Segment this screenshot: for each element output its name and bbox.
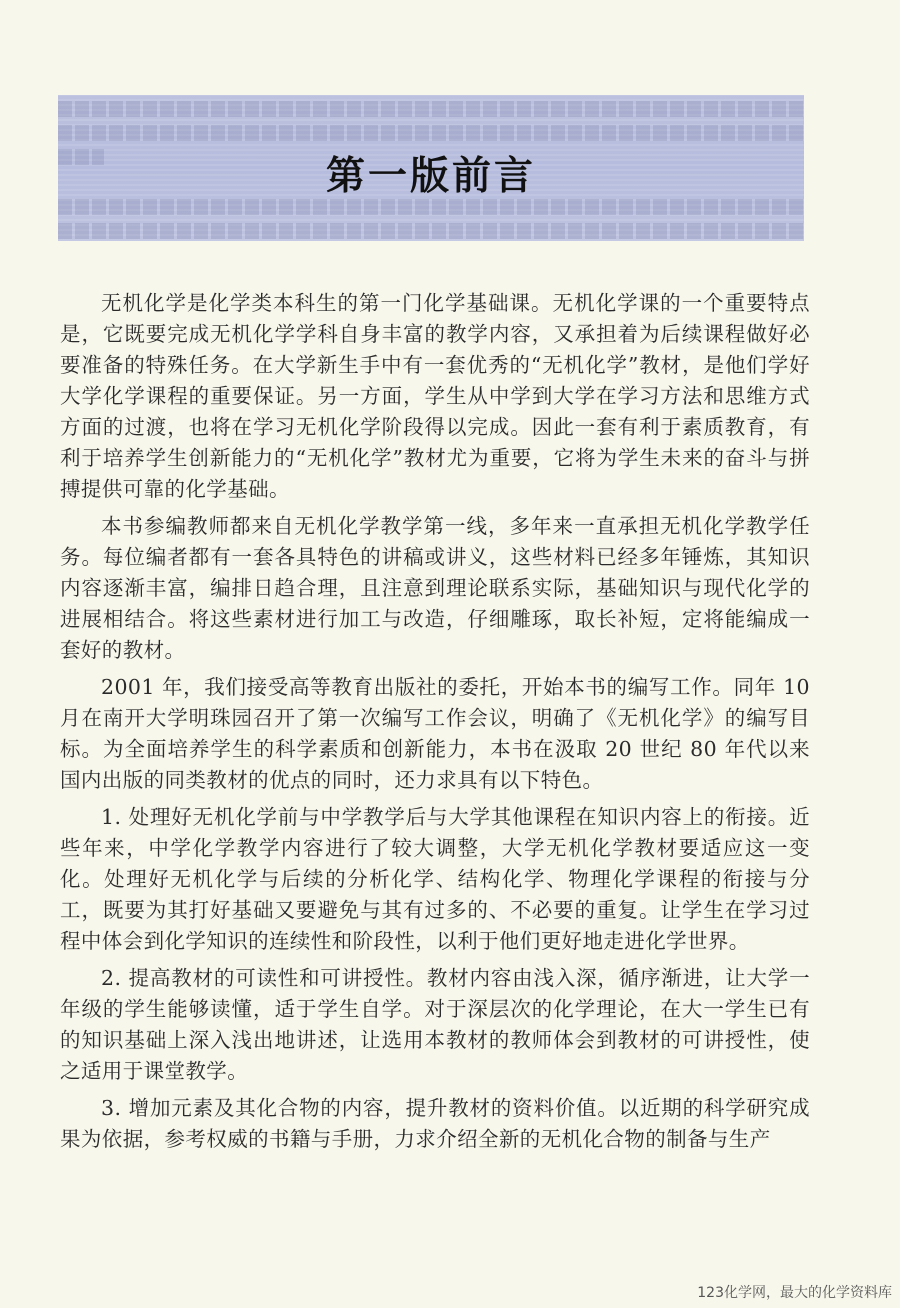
site-watermark: 123化学网，最大的化学资料库 xyxy=(697,1285,892,1301)
page-title: 第一版前言 xyxy=(325,154,536,199)
preface-body xyxy=(60,288,810,1161)
banner-ghost-text-line xyxy=(58,223,804,239)
paragraph: 2. 提高教材的可读性和可讲授性。教材内容由浅入深，循序渐进，让大学一年级的学生能够读懂，适于学生自学。对于深层次的化学理论，在大一学生已有的知识基础上深入浅出地讲述，让选用本教材的教师体会到教材的可讲授性，使之适用于课堂教学。 xyxy=(60,966,810,1083)
paragraph: 3. 增加元素及其化合物的内容，提升教材的资料价值。以近期的科学研究成果为依据，参考权威的书籍与手册，力求介绍全新的无机化合物的制备与生产 xyxy=(60,1096,810,1151)
banner-ghost-text-line xyxy=(58,199,804,215)
paragraph: 1. 处理好无机化学前与中学教学后与大学其他课程在知识内容上的衔接。近些年来，中学化学教学内容进行了较大调整，大学无机化学教材要适应这一变化。处理好无机化学与后续的分析化学、结构化学、物理化学课程的衔接与分工，既要为其打好基础又要避免与其有过多的、不必要的重复。让学生在学习过程中体会到化学知识的连续性和阶段性，以利于他们更好地走进化学世界。 xyxy=(60,805,810,953)
paragraph: 2001 年，我们接受高等教育出版社的委托，开始本书的编写工作。同年 10 月在南开大学明珠园召开了第一次编写工作会议，明确了《无机化学》的编写目标。为全面培养学生的科学素质和创新能力，本书在汲取 20 世纪 80 年代以来国内出版的同类教材的优点的同时，还力求具有以下特色。 xyxy=(60,675,810,792)
paragraph: 无机化学是化学类本科生的第一门化学基础课。无机化学课的一个重要特点是，它既要完成无机化学学科自身丰富的教学内容，又承担着为后续课程做好必要准备的特殊任务。在大学新生手中有一套优秀的“无机化学”教材，是他们学好大学化学课程的重要保证。另一方面，学生从中学到大学在学习方法和思维方式方面的过渡，也将在学习无机化学阶段得以完成。因此一套有利于素质教育，有利于培养学生创新能力的“无机化学”教材尤为重要，它将为学生未来的奋斗与拼搏提供可靠的化学基础。 xyxy=(60,291,810,501)
banner-ghost-text-line xyxy=(58,101,804,117)
paragraph: 本书参编教师都来自无机化学教学第一线，多年来一直承担无机化学教学任务。每位编者都有一套各具特色的讲稿或讲义，这些材料已经多年锤炼，其知识内容逐渐丰富，编排日趋合理，且注意到理论联系实际，基础知识与现代化学的进展相结合。将这些素材进行加工与改造，仔细雕琢，取长补短，定将能编成一套好的教材。 xyxy=(60,514,810,662)
title-banner xyxy=(58,95,804,241)
banner-ghost-text-line xyxy=(58,125,804,141)
